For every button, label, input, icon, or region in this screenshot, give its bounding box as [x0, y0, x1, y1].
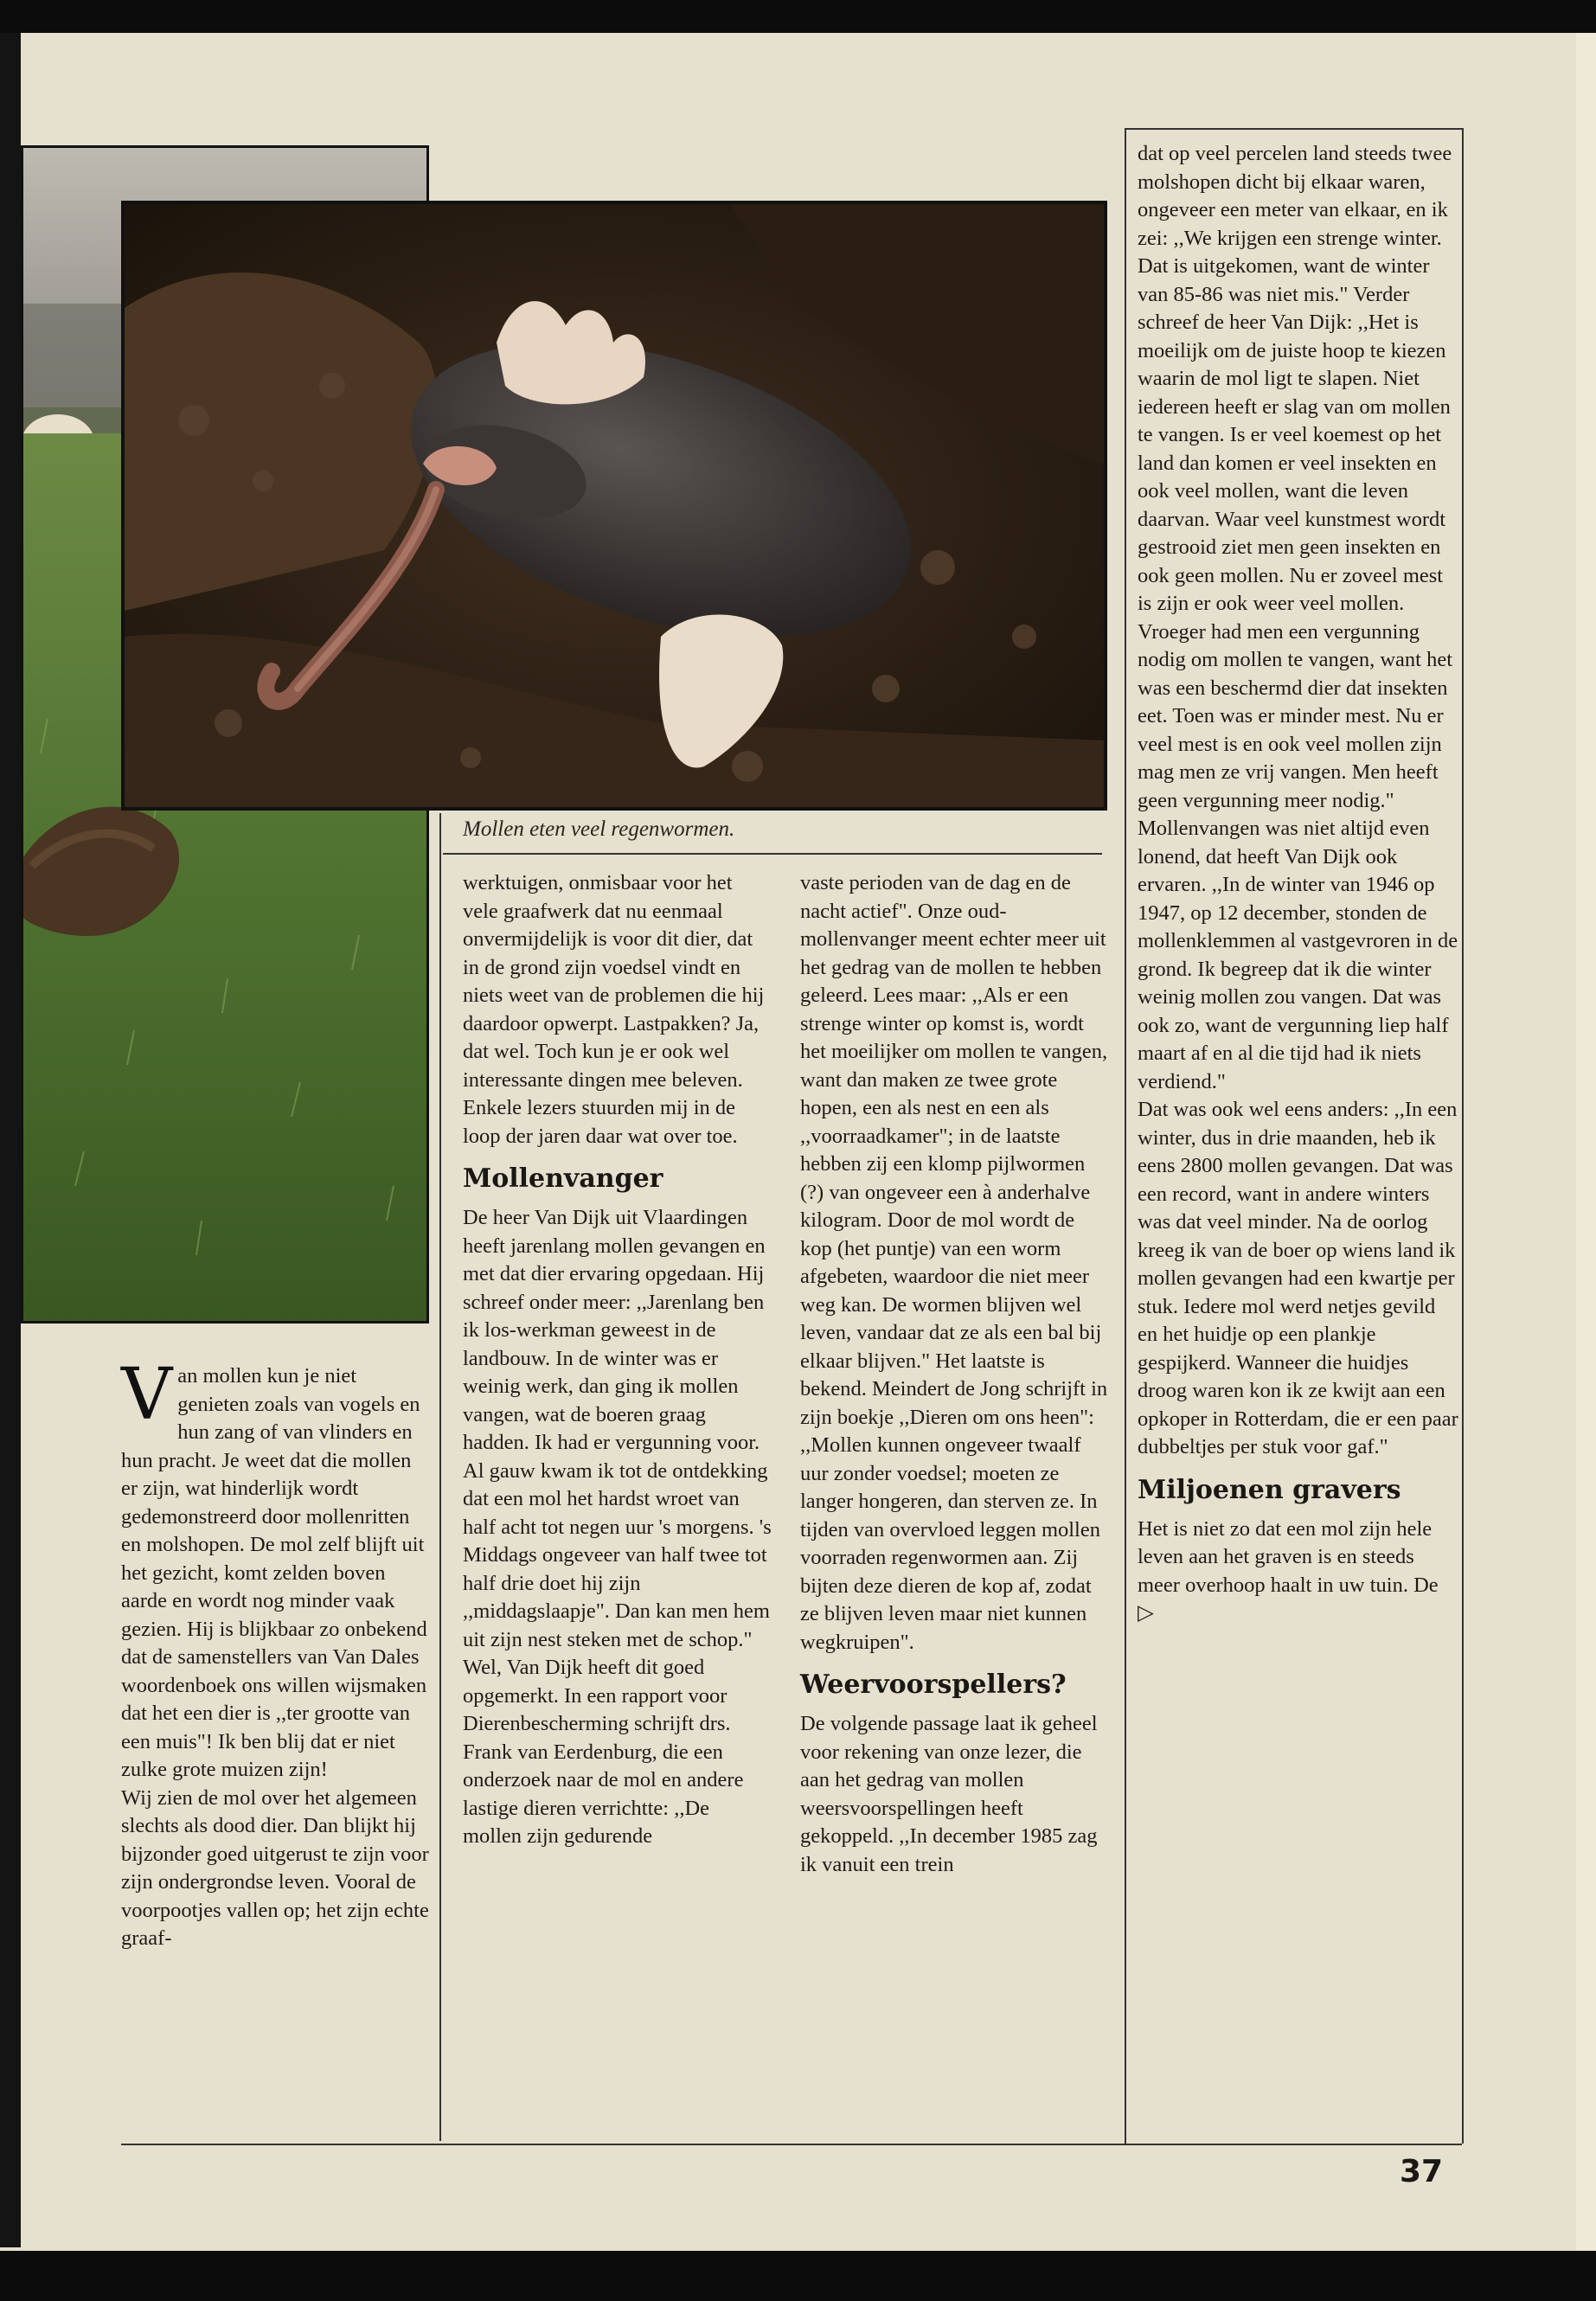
continue-arrow-icon: ▷ [1138, 1601, 1154, 1625]
bottom-rule [121, 2144, 1462, 2145]
scan-bottom-border [0, 2251, 1596, 2301]
paragraph: Wij zien de mol over het algemeen slechts als dood dier. Dan blijkt hij bijzonder goed uitgerust te zijn voor zijn ondergrondse leven. Vooral de voorpootjes vallen op; het zijn echte graaf- [121, 1785, 429, 1950]
paragraph: werktuigen, onmisbaar voor het vele graafwerk dat nu eenmaal onvermijdelijk is voor dit dier, dat in de grond zijn voedsel vindt en niets weet van de problemen die hij daardoor opwerpt. Lastpakken? Ja, dat wel. Toch kun je er ook wel interessante dingen mee beleven. Enkele lezers stuurden mij in de loop der jaren daar wat over toe. [463, 871, 765, 1148]
drop-cap: V [121, 1354, 173, 1436]
article-column-2 [463, 869, 772, 1851]
section-heading-miljoenen-gravers: Miljoenen gravers [1138, 1474, 1401, 1505]
paragraph: Wel, Van Dijk heeft dit goed opgemerkt. In een rapport voor Dierenbescherming schrijft drs. Frank van Eerdenburg, die een onderzoek naar de mol en andere lastige dieren verrichtte: ,,De mollen zijn gedurende [463, 1656, 744, 1848]
paragraph: vaste perioden van de dag en de nacht actief". Onze oud-mollenvanger meent echter meer uit het gedrag van de mollen te hebben geleerd. Lees maar: ,,Als er een strenge winter op komst is, wordt het moeilijker om mollen te vangen, want dan maken ze twee grote hopen, een als nest en een als ,,voorraadkamer"; in de laatste hebben zij een klomp pijlwormen (?) van ongeveer een à anderhalve kilogram. Door de mol wordt de kop (het puntje) van een worm afgebeten, waardoor die niet meer weg kan. De wormen blijven wel leven, vandaar dat ze als een bal bij elkaar blijven." Het laatste is bekend. Meindert de Jong schrijft in zijn boekje ,,Dieren om ons heen": ,,Mollen kunnen ongeveer twaalf uur zonder voedsel; moeten ze langer hongeren, dan sterven ze. In tijden van overvloed leggen mollen voorraden regenwormen aan. Zij bijten deze dieren de kop af, zodat ze blijven leven maar niet kunnen wegkruipen". [800, 871, 1108, 1654]
column-rule [439, 813, 441, 2141]
caption-rule [443, 853, 1102, 855]
column-rule [1462, 128, 1464, 2144]
page-number: 37 [1400, 2154, 1444, 2189]
section-heading-mollenvanger: Mollenvanger [463, 1163, 663, 1194]
article-column-1 [121, 1354, 433, 1953]
column-rule [1125, 128, 1126, 2144]
top-rule [1125, 128, 1462, 130]
scan-top-border [0, 0, 1596, 33]
article-column-4 [1138, 140, 1459, 1628]
photo-caption: Mollen eten veel regenwormen. [463, 817, 735, 841]
paragraph: De heer Van Dijk uit Vlaardingen heeft jarenlang mollen gevangen en met dat dier ervaring opgedaan. Hij schreef onder meer: ,,Jarenlang ben ik los-werkman geweest in de landbouw. In de winter was er weinig werk, dan ging ik mollen vangen, wat de boeren graag hadden. Ik had er vergunning voor. Al gauw kwam ik tot de ontdekking dat een mol het hardst wroet van half acht tot negen uur 's morgens. 's Middags ongeveer van half twee tot half drie doet hij zijn ,,middagslaapje". Dan kan men hem uit zijn nest steken met de schop." [463, 1206, 772, 1651]
paragraph: De volgende passage laat ik geheel voor rekening van onze lezer, die aan het gedrag van mollen weersvoorspellingen heeft gekoppeld. ,,In december 1985 zag ik vanuit een trein [800, 1712, 1098, 1876]
scan-left-border [0, 33, 21, 2247]
paragraph: dat op veel percelen land steeds twee molshopen dicht bij elkaar waren, ongeveer een meter van elkaar, en ik zei: ,,We krijgen een strenge winter. Dat is uitgekomen, want de winter van 85-86 was niet mis." Verder schreef de heer Van Dijk: ,,Het is moeilijk om de juiste hoop te kiezen waarin de mol ligt te slapen. Niet iedereen heeft er slag van om mollen te vangen. Is er veel koemest op het land dan komen er veel insekten en ook veel mollen, want die leven daarvan. Waar veel kunstmest wordt gestrooid ziet men geen insekten en ook geen mollen. Nu er zoveel mest is zijn er ook weer veel mollen. Vroeger had men een vergunning nodig om mollen te vangen, want het was een beschermd dier dat insekten eet. Toen was er minder mest. Nu er veel mest is en ook veel mollen zijn mag men ze vrij vangen. Men heeft geen vergunning meer nodig." Mollenvangen was niet altijd even lonend, dat heeft Van Dijk ook ervaren. ,,In de winter van 1946 op 1947, op 12 december, stonden de mollenklemmen al vastgevroren in de grond. Ik begreep dat ik die winter weinig mollen zou vangen. Dat was ook zo, want de vergunning liep half maart af en al die tijd had ik niets verdiend." [1138, 142, 1458, 1093]
page-right-margin [1576, 33, 1596, 2251]
intro-paragraph: Van mollen kun je niet genieten zoals van vogels en hun zang of van vlinders en hun pracht. Je weet dat die mollen er zijn, wat hinderlijk wordt gedemonstreerd door mollenritten en molshopen. De mol zelf blijft uit het gezicht, komt zelden boven aarde en wordt nog minder vaak gezien. Hij is blijkbaar zo onbekend dat de samenstellers van Van Dales woordenboek ons willen wijsmaken dat het een dier is ,,ter grootte van een muis"! Ik ben blij dat er niet zulke grote muizen zijn! [121, 1354, 427, 1781]
paragraph: Het is niet zo dat een mol zijn hele leven aan het graven is en steeds meer overhoop haalt in uw tuin. De ▷ [1138, 1516, 1439, 1625]
mole-with-earthworm-photo [121, 201, 1107, 811]
section-heading-weervoorspellers: Weervoorspellers? [800, 1670, 1067, 1700]
paragraph: Dat was ook wel eens anders: ,,In een winter, dus in drie maanden, heb ik eens 2800 mollen gevangen. Dat was een record, want in andere winters was dat veel minder. Na de oorlog kreeg ik van de boer op wiens land ik mollen gevangen had een kwartje per stuk. Iedere mol werd netjes gevild en het huidje op een plankje gespijkerd. Wanneer die huidjes droog waren kon ik ze kwijt aan een opkoper in Rotterdam, die er een paar dubbeltjes per stuk voor gaf." [1138, 1098, 1458, 1458]
article-column-3 [800, 869, 1110, 1879]
